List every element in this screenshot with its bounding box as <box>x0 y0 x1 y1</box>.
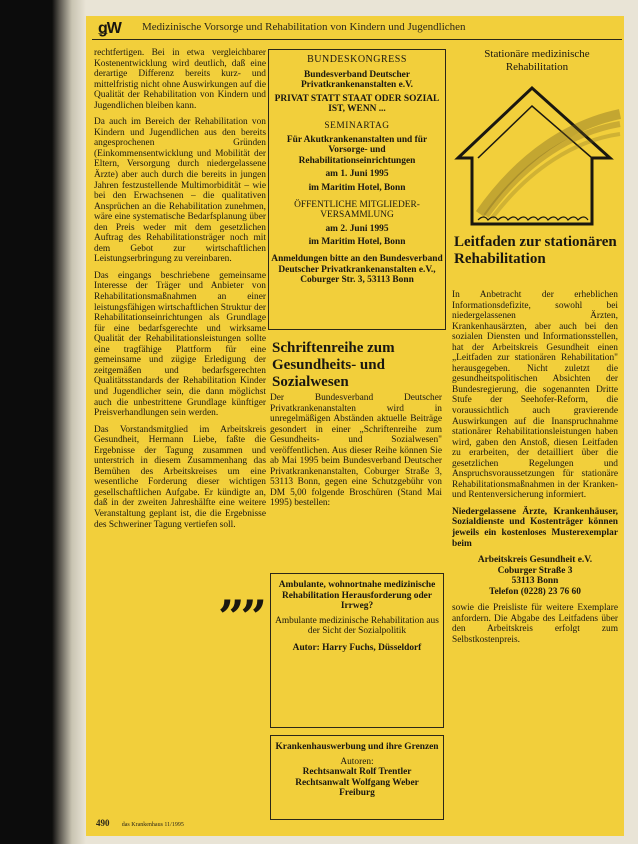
house-arrow-illustration <box>452 84 622 232</box>
contact-address <box>452 555 618 597</box>
rehab-ad-title: Stationäre medizinische Rehabilitation <box>484 48 590 73</box>
meeting-heading: ÖFFENTLICHE MITGLIEDER-VERSAMMLUNG <box>294 199 420 221</box>
contact-org: Arbeitskreis Gesundheit e.V. <box>477 555 593 566</box>
paragraph: In Anbetracht der erheblichen Informationsdefizite, sowohl bei niedergelassenen Ärzten, Krankenhausärzten, aber auch bei den sozialen Diensten und Informationsstellen, hat der Arbeitskreis Gesundheit einen „Leitfaden zur stationären Rehabilitation" herausgegeben. Nicht zuletzt die gesundheitspolitischen Absichten der Bundesregierung, die sogenannten Dritte Stufe der Seehofer-Reform, die voraussichtlich auch gravierende Auswirkungen auf die Inanspruchnahme stationärer Rehabilitationsleistungen haben wird, gaben den Anstoß, diesen Leitfaden zu erarbeiten, der detailliert über die gesetzlichen Regelungen und Anspruchsvoraussetzungen für stationäre Rehabilitationsmaßnahmen in der Kranken- und Rentenversicherung informiert. <box>452 290 618 501</box>
booklet-title: Ambulante, wohnortnahe medizinische Rehabilitation Herausforderung oder Irrweg? <box>278 580 436 612</box>
book-binding-shadow <box>0 0 86 844</box>
booklet-box-2 <box>270 735 444 820</box>
booklet-author: Autor: Harry Fuchs, Düsseldorf <box>292 642 422 653</box>
event-organizer: Bundesverband Deutscher Privatkrankenanstalten e.V. <box>300 69 414 91</box>
quote-mark-icon: ”” <box>218 590 263 644</box>
booklet-title: Krankenhauswerbung und ihre Grenzen <box>275 742 439 752</box>
event-heading: BUNDESKONGRESS <box>307 54 407 65</box>
registration-info: Anmeldungen bitte an den Bundesverband Deutscher Privatkrankenanstalten e.V., Coburger Str. 3, 53113 Bonn <box>271 253 443 286</box>
event-announcement-box <box>268 49 446 330</box>
paragraph: sowie die Preisliste für weitere Exemplare anfordern. Die Abgabe des Leitfadens über den Arbeitskreis erfolgt zum Selbstkostenpreis. <box>452 603 618 645</box>
meeting-place: im Maritim Hotel, Bonn <box>308 237 406 248</box>
paragraph: rechtfertigen. Bei in etwa vergleichbarer Kostenentwicklung wird deutlich, daß eine derartige Differenz bereits kurz- und mittelfristig nicht ohne Auswirkungen auf die Qualität der Rehabilitation von Kindern und Jugendlichen bleiben kann. <box>94 48 266 111</box>
header-rule <box>92 39 622 40</box>
series-body <box>270 393 442 515</box>
column-right <box>452 290 618 652</box>
paragraph: Das Vorstandsmitglied im Arbeitskreis Gesundheit, Hermann Liebe, faßte die Ergebnisse der Tagung zusammen und unterstrich in diesem Zusammenhang das Bemühen des Arbeitskreises um eine wesentliche Forderung dieser wichtigen gesellschaftlichen Aufgabe. Er kündigte an, daß in der zweiten Jahreshälfte eine weitere Veranstaltung geplant ist, die die Ergebnisse des Schweriner Tagung vertiefen soll. <box>94 424 266 530</box>
paragraph: Niedergelassene Ärzte, Krankenhäuser, Sozialdienste und Kostenträger können jeweils ein kostenloses Musterexemplar beim <box>452 506 618 549</box>
seminar-description: Für Akutkrankenanstalten und für Vorsorge- und Rehabilitationseinrichtungen <box>286 134 428 166</box>
header-title: Medizinische Vorsorge und Rehabilitation von Kindern und Jugendlichen <box>142 21 466 33</box>
contact-phone: Telefon (0228) 23 76 60 <box>489 586 581 597</box>
booklet-author: Rechtsanwalt Wolfgang Weber <box>295 777 419 788</box>
guide-heading: Leitfaden zur stationären Rehabilitation <box>454 234 617 267</box>
booklet-box-1 <box>270 573 444 728</box>
event-motto: PRIVAT STATT STAAT ODER SOZIAL IST, WENN ... <box>274 93 440 115</box>
booklet-city: Freiburg <box>339 788 375 799</box>
rehab-ad <box>452 48 622 73</box>
journal-logo: ǥW <box>98 20 121 37</box>
seminar-place: im Maritim Hotel, Bonn <box>308 182 406 193</box>
booklet-author: Rechtsanwalt Rolf Trentler <box>302 767 412 778</box>
seminar-date: am 1. Juni 1995 <box>325 169 389 180</box>
series-heading: Schriftenreihe zum Gesundheits- und Sozialwesen <box>272 340 395 390</box>
page-footer <box>96 818 184 828</box>
booklet-subtitle: Ambulante medizinische Rehabilitation aus der Sicht der Sozialpolitik <box>275 615 439 637</box>
paragraph: Da auch im Bereich der Rehabilitation von Kindern und Jugendlichen aus den bereits angesprochenen Gründen (Einkommensentwicklung und Mobilität der Eltern, Versorgung durch niedergelassene Ärzte) aber auch durch die bereits in jungen Jahren festzustellende Multimorbidität – wie bei den Erwachsenen – die qualitativen Ansprüchen an die Rehabilitation zunehmen, wäre eine systematische Bedarfsplanung über den Preis weder mit dem gesetzlichen Auftrag des Rehabilitationsträger noch mit dem Gebot zur wirtschaftlichen Leistungserbringung zu vereinbaren. <box>94 117 266 265</box>
edition-label: das Krankenhaus 11/1995 <box>121 822 184 828</box>
booklet-authors-label: Autoren: <box>340 756 374 767</box>
meeting-date: am 2. Juni 1995 <box>325 223 389 234</box>
contact-street: Coburger Straße 3 <box>497 565 573 576</box>
contact-city: 53113 Bonn <box>511 576 559 587</box>
column-left <box>94 48 266 536</box>
page-number: 490 <box>96 818 110 828</box>
paragraph: Das eingangs beschriebene gemeinsame Interesse der Träger und Anbieter von Rehabilitationsmaßnahmen an einer leistungsfähigen wirtschaftlichen Struktur der Rehabilitationseinrichtungen als Grundlage für eine bedarfsgerechte und wirksame Qualität der Rehabilitationsleistungen sollte eine tragfähige Plattform für eine gemeinsame und zügige Erledigung der zeitgemäßen und bedarfsgerechten Qualitätsstandards der Rehabilitation Kinder und Jugendlicher sein, die dann möglichst auch die unbestrittene Grundlage künftiger Preisverhandlungen sein werden. <box>94 270 266 419</box>
paragraph: Der Bundesverband Deutscher Privatkrankenanstalten wird in unregelmäßigen Abständen aktuelle Beiträge gesondert in einer „Schriftenreihe zum Gesundheits- und Sozialwesen" veröffentlichen. Aus dieser Reihe können Sie ab Mai 1995 beim Bundesverband Deutscher Privatkrankenanstalten, Coburger Straße 3, 53113 Bonn, gegen eine Schutzgebühr von DM 5,00 folgende Broschüren (Stand Mai 1995) bestellen: <box>270 393 442 509</box>
seminar-heading: SEMINARTAG <box>324 120 390 131</box>
running-header <box>92 17 622 41</box>
